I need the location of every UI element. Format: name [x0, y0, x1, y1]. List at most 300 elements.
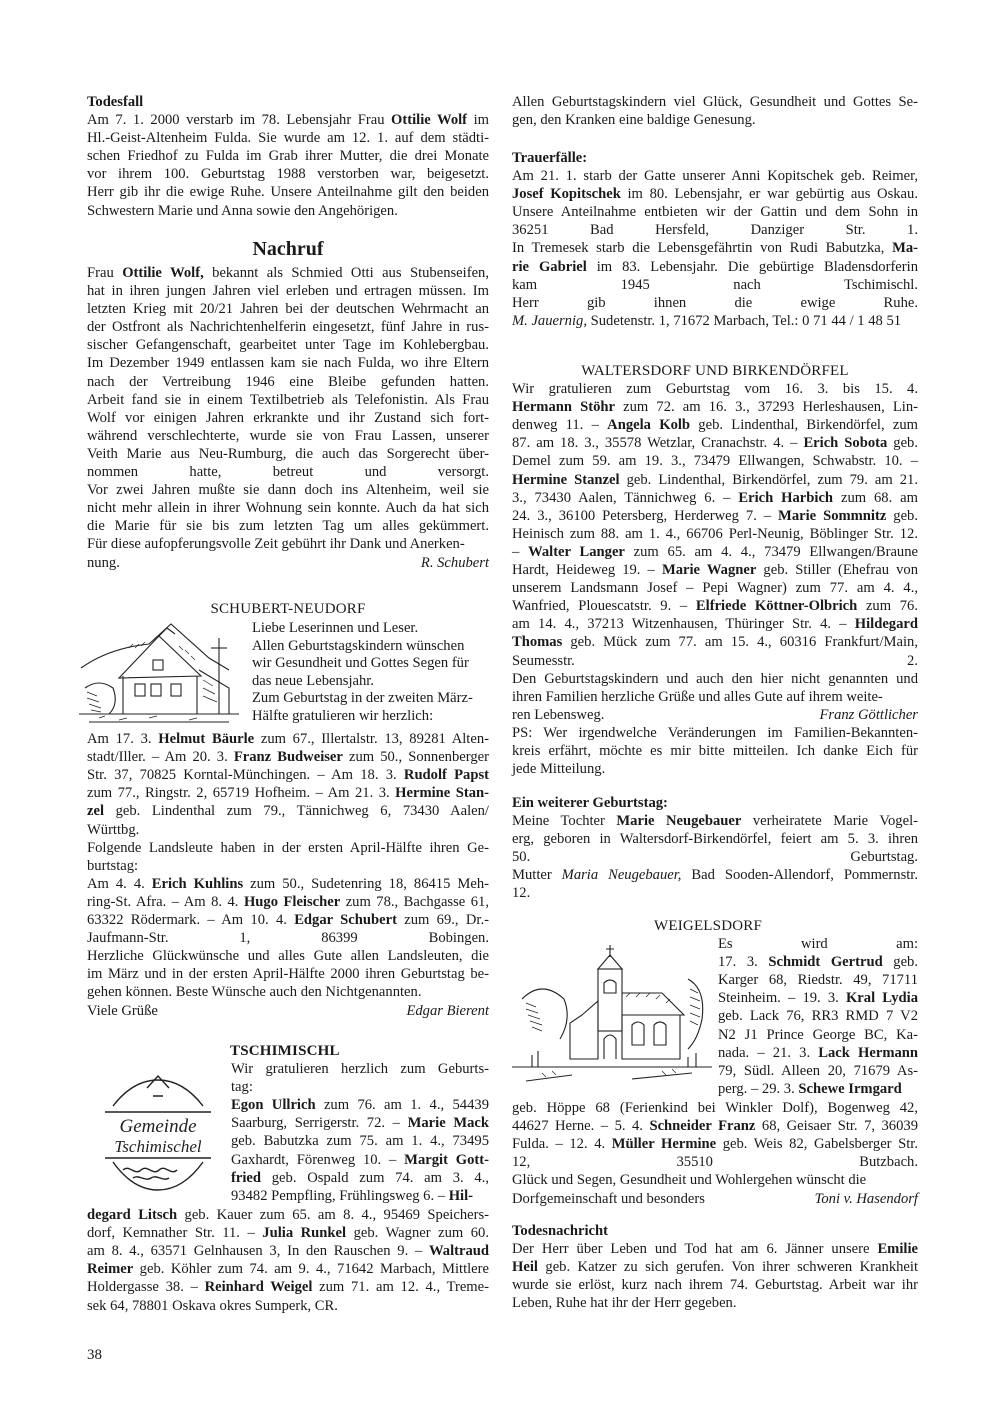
church-illustration [512, 939, 712, 1089]
text-line [87, 409, 489, 427]
text-run: kam 1945 nach Tschimischl. [512, 276, 918, 293]
text-line [512, 507, 918, 525]
text-run: geb. [887, 435, 918, 452]
bold-name: Rudolf Papst [403, 767, 489, 784]
text-run: vor ihrem 100. Geburtstag 1988 verstorben war, beigesetzt. [87, 166, 489, 183]
weigelsdorf-intro [718, 935, 918, 1098]
todesnachricht-text [512, 1240, 918, 1312]
text-run: Holdergasse 38. – [87, 1279, 205, 1296]
text-line [512, 1276, 918, 1294]
text-run: 79, Südl. Alleen 20, 71679 As- [718, 1062, 918, 1079]
text-line [87, 129, 489, 147]
bold-name: Egon Ullrich [231, 1097, 316, 1114]
text-run: Am 17. 3. [87, 731, 159, 748]
text-line [231, 1078, 489, 1096]
bold-name: Schewe Irmgard [798, 1080, 902, 1097]
text-run: 50. Geburtstag. [512, 849, 918, 866]
text-run: Den Geburtstagskindern und auch den hier nicht genannten und [512, 670, 918, 687]
text-line [87, 1206, 489, 1224]
bold-name: Erich Kuhlins [151, 875, 244, 892]
todesnachricht-heading: Todesnachricht [512, 1223, 608, 1239]
text-run: 63322 Rödermark. – Am 10. 4. [87, 912, 295, 929]
text-run: perg. – 29. 3. [718, 1080, 799, 1097]
text-line [87, 300, 489, 318]
tschimischl-heading: TSCHIMISCHL [230, 1043, 340, 1059]
text-run: hat in ihren jungen Jahren viel erleben und ertragen müssen. Im [87, 283, 489, 300]
bold-name: Margit Gott- [404, 1151, 489, 1168]
schubert-signature: Edgar Bierent [406, 1002, 489, 1019]
text-line [87, 1242, 489, 1260]
bold-name: Helmut Bäurle [158, 731, 255, 748]
text-line [512, 633, 918, 651]
text-run: geb. Mück zum 77. am 15. 4., 60316 Frankfurt/Main, [562, 634, 918, 651]
text-line [87, 857, 489, 875]
text-run: gen, den Kranken eine baldige Genesung. [512, 112, 756, 129]
schubert-signature-line [87, 1002, 489, 1020]
text-line [87, 202, 489, 220]
text-line [512, 543, 918, 561]
text-line [87, 165, 489, 183]
text-run: geb. Weis 82, Gabelsberger Str. [716, 1136, 919, 1153]
text-line [87, 802, 489, 820]
text-line [87, 499, 489, 517]
text-run: am 14. 4., 37213 Witzenhausen, Thüringer Str. 4. – [512, 616, 855, 633]
text-run: Hardt, Heideweg 19. – [512, 562, 662, 579]
text-line [512, 579, 918, 597]
text-line [87, 183, 489, 201]
bold-name: Julia Runkel [262, 1225, 347, 1242]
text-run: zum 78., Bachgasse 61, [340, 893, 489, 910]
text-run: Vor zwei Jahren mußte sie dann doch ins Altenheim, weil sie [87, 482, 489, 499]
italic-name: Maria Neugebauer, [561, 867, 682, 884]
waltersdorf-signature-line [512, 706, 918, 724]
bold-name: Marie Wagner [661, 562, 757, 579]
text-line [512, 452, 918, 470]
text-run: Es wird am: [718, 936, 918, 953]
text-run: 44627 Herne. – 5. 4. [512, 1118, 650, 1135]
bold-name: Hildegard [854, 616, 918, 633]
text-run: Meine Tochter [512, 813, 617, 830]
text-line [512, 471, 918, 489]
text-line [87, 282, 489, 300]
nachruf-signature: R. Schubert [420, 554, 489, 571]
text-line [87, 264, 489, 282]
bold-name: Lack Hermann [818, 1044, 919, 1061]
text-line [87, 965, 489, 983]
text-run: jede Mitteilung. [512, 761, 606, 778]
text-run: Glück und Segen, Gesundheit und Wohlergehen wünscht die [512, 1172, 867, 1189]
text-run: letzten Krieg mit 20/21 Jahren bei der deutschen Wehrmacht an [87, 301, 489, 318]
bold-name: Hermann Stöhr [512, 399, 615, 416]
text-run: geb. [882, 954, 918, 971]
text-run: 68, Geisaer Str. 7, 36039 [755, 1118, 918, 1135]
text-run: Heinisch zum 88. am 1. 4., 66706 Perl-Neunig, Böblinger Str. 12. [512, 525, 918, 542]
text-run: Schwestern Marie und Anna sowie den Angehörigen. [87, 202, 398, 219]
nachruf-signature-line [87, 554, 489, 572]
text-line [87, 481, 489, 499]
text-line [231, 1169, 489, 1187]
text-run: Wolf vor einigen Jahren erkrankte und ihr Zustand sich fort- [87, 409, 489, 426]
text-line [512, 670, 918, 688]
text-run: Frau [87, 265, 123, 281]
text-line [512, 258, 918, 276]
text-run: erg, geboren in Waltersdorf-Birkendörfel, feiert am 5. 3. ihren [512, 831, 918, 848]
bold-name: Kral Lydia [845, 990, 918, 1007]
schubert-heading: SCHUBERT-NEUDORF [210, 601, 366, 617]
text-line [512, 688, 918, 706]
text-run: zum 50., Sudetenring 18, 86415 Meh- [243, 875, 489, 892]
text-run: 24. 3., 36100 Petersberg, Herderweg 7. – [512, 507, 779, 524]
text-line [512, 1135, 918, 1153]
waltersdorf-sig-line: ren Lebensweg. [512, 706, 605, 723]
bold-name: Schneider Franz [649, 1118, 756, 1135]
todesfall-text [87, 111, 489, 220]
schubert-section [87, 600, 489, 1020]
nachruf-last-line: nung. [87, 554, 120, 571]
stamp-line-2: Tschimischel [114, 1137, 202, 1157]
text-line [231, 1132, 489, 1150]
bold-name: Reinhard Weigel [204, 1279, 313, 1296]
gemeinde-stamp [93, 1066, 223, 1196]
text-line [512, 848, 918, 866]
text-line [512, 652, 918, 670]
text-run: im 83. Lebensjahr. Die gebürtige Bladensdorferin [586, 258, 918, 275]
text-run: verheiratete Marie Vogel- [741, 813, 918, 830]
text-run: bekannt als Schmied Otti aus Stubenseifen, [203, 265, 489, 281]
text-run: geb. Stiller (Ehefrau von [756, 562, 919, 579]
text-line [718, 989, 918, 1007]
bold-name: Hermine Stan- [395, 785, 489, 802]
text-run: im [467, 112, 489, 129]
text-line [512, 93, 918, 111]
text-line: Hälfte gratulieren wir herzlich: [252, 708, 434, 725]
bold-name: Marie Sommnitz [778, 507, 887, 524]
text-line: Zum Geburtstag in der zweiten März- [252, 690, 473, 707]
text-line [512, 812, 918, 830]
text-run: Für diese aufopferungsvolle Zeit gebührt ihr Dank und Anerken- [87, 536, 465, 553]
bold-name: Hil- [448, 1187, 474, 1204]
farmhouse-illustration [79, 618, 239, 730]
text-run: zum 71. am 12. 4., Treme- [312, 1279, 489, 1296]
text-run: Mutter [512, 867, 562, 884]
text-line [512, 1171, 918, 1189]
text-line [512, 416, 918, 434]
text-line [512, 561, 918, 579]
todesnachricht-section [512, 1222, 918, 1312]
text-line [512, 615, 918, 633]
trauerfaelle-text [512, 167, 918, 330]
text-line [87, 748, 489, 766]
tschimischl-intro [231, 1060, 489, 1205]
text-line [512, 597, 918, 615]
bold-name: Angela Kolb [607, 417, 691, 434]
schubert-intro [252, 620, 489, 726]
text-run: geb. Lack 76, RR3 RMD 7 V2 [718, 1008, 918, 1025]
text-run: In Tremesek starb die Lebensgefährtin von Rudi Babutzka, [512, 240, 893, 257]
text-run: Steinheim. – 19. 3. [718, 990, 846, 1007]
text-run: Folgende Landsleute haben in der ersten April-Hälfte ihren Ge- [87, 839, 489, 856]
weigelsdorf-signature: Toni v. Hasendorf [814, 1190, 918, 1207]
text-run: tag: [231, 1079, 253, 1096]
text-run: Württbg. [87, 821, 140, 838]
text-line [512, 185, 918, 203]
text-line [87, 947, 489, 965]
text-run: Jaufmann-Str. 1, 86399 Bobingen. [87, 930, 489, 947]
text-run: N2 J1 Prince George BC, Ka- [718, 1026, 918, 1043]
text-line [87, 766, 489, 784]
text-run: Wir gratulieren zum Geburtstag vom 16. 3. bis 15. 4. [512, 381, 918, 398]
text-run: geb. Ospald zum 74. am 3. 4., [261, 1169, 489, 1186]
bold-name: Marie Neugebauer [616, 813, 742, 830]
text-run: nommen hatte, betreut und versorgt. [87, 464, 489, 481]
text-run: Arbeit fand sie in einem Textilbetrieb als Telefonistin. Als Frau [87, 391, 489, 408]
text-run: PS: Wer irgendwelche Veränderungen im Familien-Bekannten- [512, 724, 918, 741]
bold-name: Erich Sobota [803, 435, 888, 452]
text-run: denweg 11. – [512, 417, 608, 434]
text-run: im März und in der ersten April-Hälfte 2000 ihren Geburtstag be- [87, 966, 489, 983]
bold-name: zel [87, 803, 105, 820]
text-line [512, 276, 918, 294]
text-run: Veith Marie aus Neu-Rumburg, die auch das Sorgerecht über- [87, 445, 489, 462]
bold-name: Waltraud [428, 1243, 489, 1260]
text-line [512, 312, 918, 330]
text-line [718, 1026, 918, 1044]
text-line [87, 318, 489, 336]
stamp-line-1: Gemeinde [119, 1116, 197, 1138]
text-line [87, 821, 489, 839]
text-line [87, 839, 489, 857]
text-run: Saarburg, Serrigerstr. 72. – [231, 1115, 408, 1132]
text-line [512, 525, 918, 543]
text-run: Karger 68, Riedstr. 49, 71711 [718, 972, 918, 989]
nachruf-text [87, 264, 489, 554]
text-run: wurde sie erlöst, kurz nach ihrem 74. Geburtstag. Arbeit war ihr [512, 1277, 918, 1294]
text-run: Allen Geburtstagskindern viel Glück, Gesundheit und Gottes Se- [512, 94, 918, 110]
todesfall-section [87, 93, 489, 220]
text-run: zum 76. [857, 598, 918, 615]
text-run: zum 72. am 16. 3., 37293 Herleshausen, Lin- [615, 399, 918, 416]
text-line [87, 983, 489, 1001]
bold-name: Hugo Fleischer [243, 893, 341, 910]
text-run: zum 69., Dr.- [396, 912, 489, 929]
bold-name: Ma- [892, 240, 918, 257]
text-line [87, 893, 489, 911]
text-line [512, 380, 918, 398]
text-run: nada. – 21. 3. [718, 1044, 819, 1061]
text-line [512, 1153, 918, 1171]
text-run: 17. 3. [718, 954, 769, 971]
text-run: Im Dezember 1949 entlassen kam sie nach Fulda, wo ihre Eltern [87, 355, 489, 372]
text-run: zum 68. am [833, 489, 918, 506]
text-run: stadt/Iller. – Am 20. 3. [87, 749, 234, 766]
text-run: Wanfried, Plouescatstr. 9. – [512, 598, 696, 615]
text-line [718, 935, 918, 953]
text-run: Seumesstr. 2. [512, 652, 918, 669]
text-line [87, 354, 489, 372]
text-line [87, 445, 489, 463]
text-line [87, 1297, 489, 1315]
text-run: Der Herr über Leben und Tod hat am 6. Jänner unsere [512, 1241, 878, 1258]
text-run: kreis erfährt, möchte es mir bitte mitteilen. Ich danke Eich für [512, 742, 918, 759]
text-line [512, 294, 918, 312]
text-run: geb. Lindenthal, Birkendörfel, zum [690, 417, 919, 434]
weiterer-text [512, 812, 918, 902]
text-run: Hl.-Geist-Altenheim Fulda. Sie wurde am 12. 1. auf dem städti- [87, 130, 489, 147]
text-line [718, 1044, 918, 1062]
weigelsdorf-signature-line [512, 1190, 918, 1208]
bold-name: Franz Budweiser [233, 749, 343, 766]
schubert-wrap [87, 618, 489, 730]
text-line [718, 953, 918, 971]
text-line [231, 1096, 489, 1114]
weigelsdorf-wrap [512, 935, 918, 1099]
text-line [512, 830, 918, 848]
text-line [512, 489, 918, 507]
text-line [512, 434, 918, 452]
bold-name: Erich Harbich [738, 489, 834, 506]
text-run: Am 7. 1. 2000 verstarb im 78. Lebensjahr Frau [87, 112, 392, 129]
text-line: Allen Geburtstagskindern wünschen [252, 637, 465, 654]
text-run: im 80. Lebensjahr, er war gebürtig aus Oskau. [620, 186, 918, 203]
waltersdorf-text [512, 380, 918, 706]
bold-name: Marie Mack [407, 1115, 489, 1132]
text-run: 87. am 18. 3., 35578 Wetzlar, Cranachstr. 4. – [512, 435, 804, 452]
nachruf-section [87, 236, 489, 572]
text-line [512, 203, 918, 221]
trauerfaelle-heading: Trauerfälle: [512, 150, 588, 166]
text-line [87, 784, 489, 802]
text-line [512, 1258, 918, 1276]
text-run: sek 64, 78801 Oskava okres Sumperk, CR. [87, 1297, 338, 1314]
text-run: Demel zum 59. am 19. 3., 73479 Ellwangen, Schwabstr. 10. – [512, 453, 918, 470]
text-line [512, 1117, 918, 1135]
text-run: Fulda. – 12. 4. [512, 1136, 612, 1153]
text-line [231, 1151, 489, 1169]
italic-name: M. Jauernig, [512, 312, 587, 329]
text-line [87, 336, 489, 354]
text-run: geb. Höppe 68 (Ferienkind bei Winkler Dolf), Bogenweg 42, [512, 1100, 918, 1117]
text-line [87, 463, 489, 481]
text-line [231, 1060, 489, 1078]
text-run: Unsere Anteilnahme entbieten wir der Gattin und dem Sohn in [512, 204, 918, 221]
text-line [718, 1080, 918, 1098]
text-line [512, 167, 918, 185]
text-run: geb. Köhler zum 74. am 9. 4., 71642 Marbach, Mittlere [133, 1261, 489, 1278]
bold-name: Schmidt Gertrud [768, 954, 883, 971]
text-run: Herr gib ihr die ewige Ruhe. Unsere Anteilnahme gilt den beiden [87, 184, 489, 201]
waltersdorf-ps [512, 724, 918, 778]
tschimischl-section [87, 1042, 489, 1315]
text-run: unserem Landsmann Josef – Pepi Wagner) zum 77. am 4. 4., [512, 580, 918, 597]
text-run: dorf, Kemnather Str. 11. – [87, 1225, 263, 1242]
text-run: Am 21. 1. starb der Gatte unserer Anni Kopitschek geb. Reimer, [512, 168, 918, 185]
text-run: Sudetenstr. 1, 71672 Marbach, Tel.: 0 71 44 / 1 48 51 [586, 312, 902, 329]
text-run: 3., 73430 Aalen, Tännichweg 6. – [512, 489, 739, 506]
weigelsdorf-sig-line: Dorfgemeinschaft und besonders [512, 1190, 705, 1207]
text-line [87, 391, 489, 409]
bold-name: Walter Langer [528, 543, 625, 560]
trauerfaelle-section [512, 149, 918, 330]
bold-name: fried [231, 1169, 261, 1186]
waltersdorf-heading: WALTERSDORF UND BIRKENDÖRFEL [581, 363, 849, 379]
bold-name: Emilie [877, 1241, 918, 1258]
tschimischl-wrap [87, 1060, 489, 1206]
text-line: das neue Lebensjahr. [252, 672, 374, 689]
text-run: Herr gib ihnen die ewige Ruhe. [512, 294, 918, 311]
text-line [87, 1278, 489, 1296]
text-line [231, 1114, 489, 1132]
text-line [512, 398, 918, 416]
text-run: 12. [512, 885, 531, 902]
text-run: geb. Katzer zu sich gerufen. Von ihrer schweren Krankheit [537, 1259, 918, 1276]
text-run: während verschlechterte, wurde sie von Frau Lassen, unserer [87, 427, 489, 444]
text-line [87, 427, 489, 445]
text-line [718, 1007, 918, 1025]
text-run: ihren Familien herzliche Grüße und alles Gute auf ihrem weite- [512, 688, 883, 705]
nachruf-heading: Nachruf [252, 238, 324, 260]
text-line [512, 1240, 918, 1258]
text-line [718, 971, 918, 989]
text-line [512, 239, 918, 257]
text-run: geb. Lindenthal, Birkendörfel, zum 79. am 21. [619, 471, 918, 488]
text-line [512, 1099, 918, 1117]
weigelsdorf-text [512, 1099, 918, 1189]
text-run: 93482 Pempfling, Frühlingsweg 6. – [231, 1187, 449, 1204]
text-run: 36251 Bad Hersfeld, Danziger Str. 1. [512, 222, 918, 239]
text-run: nicht mehr allein in ihrer Wohnung sein konnte. Auch da hat sich [87, 500, 489, 517]
text-run: Gaxhardt, Förenweg 10. – [231, 1151, 405, 1168]
text-run: zum 77., Ringstr. 2, 65719 Hofheim. – Am 21. 3. [87, 785, 396, 802]
text-line [512, 111, 918, 129]
weiterer-heading: Ein weiterer Geburtstag: [512, 795, 668, 811]
text-run: 12, 35510 Butzbach. [512, 1154, 918, 1171]
text-line [87, 875, 489, 893]
text-run: Bad Sooden-Allendorf, Pommernstr. [681, 867, 919, 884]
text-line [512, 221, 918, 239]
bold-name: Reimer [87, 1261, 134, 1278]
weiterer-section [512, 794, 918, 903]
text-line [87, 517, 489, 535]
bold-name: degard Litsch [87, 1207, 178, 1224]
text-run: gehen können. Beste Wünsche auch den Nichtgenannten. [87, 984, 422, 1001]
bold-name: Ottilie Wolf [391, 112, 468, 129]
bold-name: Thomas [512, 634, 563, 651]
bold-name: rie Gabriel [512, 258, 587, 275]
text-line: Liebe Leserinnen und Leser. [252, 620, 419, 637]
text-run: geb. [886, 507, 919, 524]
bold-name: Edgar Schubert [294, 912, 397, 929]
right-intro [512, 93, 918, 129]
text-run: nach der Vertreibung 1946 eine Bleibe gefunden hatten. [87, 373, 489, 390]
schubert-last-line: Viele Grüße [87, 1002, 158, 1019]
text-run: schen Friedhof zu Fulda im Grab ihrer Mutter, die drei Monate [87, 148, 489, 165]
text-line [512, 724, 918, 742]
todesfall-heading: Todesfall [87, 94, 144, 110]
text-run: zum 76. am 1. 4., 54439 [315, 1097, 489, 1114]
tschimischl-text [87, 1206, 489, 1315]
weigelsdorf-section [512, 917, 918, 1208]
bold-name: Elfriede Köttner-Olbrich [695, 598, 858, 615]
text-line [512, 760, 918, 778]
text-run: Herzliche Glückwünsche und alles Gute allen Landsleuten, die [87, 948, 489, 965]
text-line [87, 147, 489, 165]
text-run: ring-St. Afra. – Am 8. 4. [87, 893, 244, 910]
text-line [512, 884, 918, 902]
text-run: Str. 37, 70825 Korntal-Münchingen. – Am 18. 3. [87, 767, 404, 784]
bold-name: Müller Hermine [611, 1136, 717, 1153]
page-number: 38 [87, 1347, 102, 1363]
text-line [87, 730, 489, 748]
